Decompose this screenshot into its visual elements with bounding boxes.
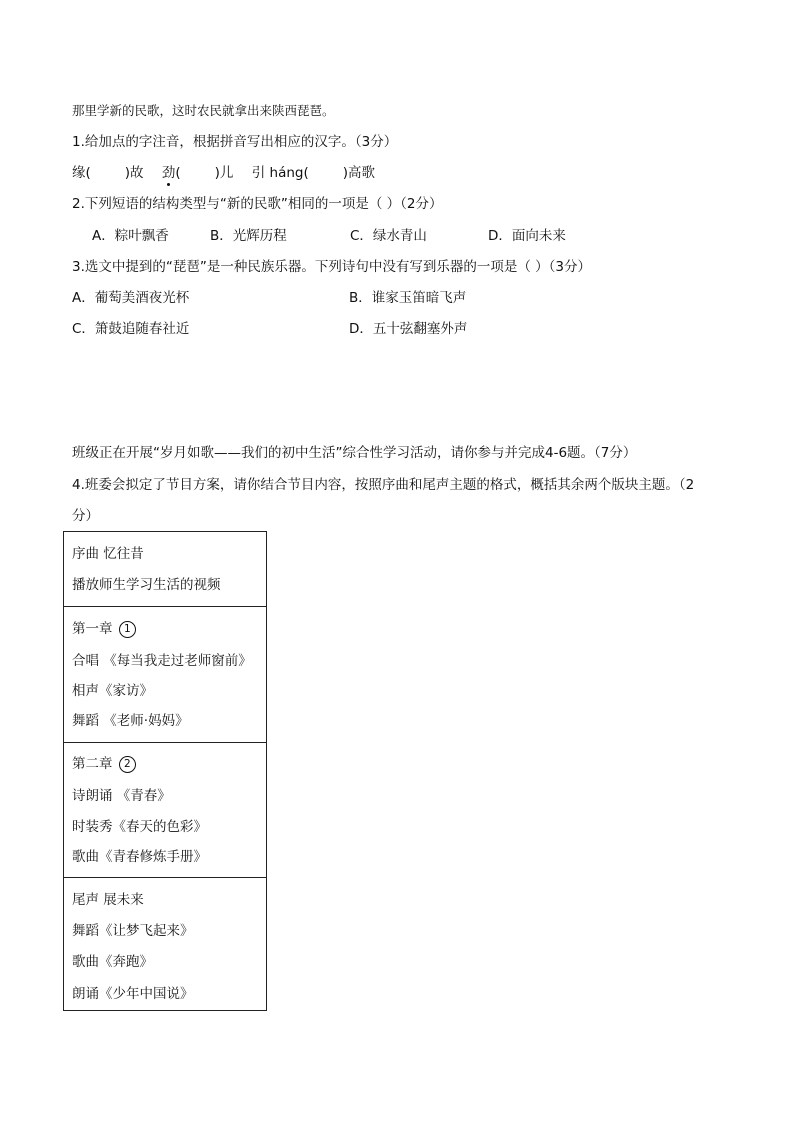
question-4-stem-line2: 分） [72,508,99,524]
program-section-chapter-2 [64,742,266,877]
q2-option-c[interactable]: C．绿水青山 [350,228,427,244]
section-item: 舞蹈 《老师·妈妈》 [72,713,189,729]
section-item: 相声《家访》 [72,683,153,699]
q3-option-b[interactable]: B．谁家玉笛暗飞声 [349,290,467,306]
q2-option-a[interactable]: A．粽叶飘香 [92,228,169,244]
q3-option-c[interactable]: C．箫鼓追随春社近 [72,321,190,337]
q2-option-b[interactable]: B．光辉历程 [210,228,287,244]
q3-option-a[interactable]: A．葡萄美酒夜光杯 [72,290,190,306]
program-section-finale [64,877,266,1010]
section-title: 第二章 2 [72,755,136,773]
question-1-stem: 1.给加点的字注音，根据拼音写出相应的汉字。（3分） [72,134,398,150]
section-title: 第一章 1 [72,620,136,638]
q2-option-d[interactable]: D．面向未来 [488,228,566,244]
question-1-items [72,164,375,182]
q1-item-3: 引 háng( )高歌 [251,165,376,181]
question-2-stem: 2.下列短语的结构类型与“新的民歌”相同的一项是（ ）（2分） [72,196,443,212]
section-item: 时装秀《春天的色彩》 [72,819,207,835]
question-4-stem-line1: 4.班委会拟定了节目方案，请你结合节目内容，按照序曲和尾声主题的格式，概括其余两个版块主题。（2 [72,477,695,493]
section-item: 合唱 《每当我走过老师窗前》 [72,653,252,669]
program-table [63,531,267,1011]
q1-item-1: 缘( )故 [72,165,144,181]
question-3-stem: 3.选文中提到的“琵琶”是一种民族乐器。下列诗句中没有写到乐器的一项是（ ）（3分） [72,259,591,275]
section-item: 诗朗诵 《青春》 [72,788,171,804]
program-section-chapter-1 [64,606,266,742]
section-item: 播放师生学习生活的视频 [72,577,221,593]
activity-intro: 班级正在开展“岁月如歌——我们的初中生活”综合性学习活动，请你参与并完成4-6题。（7分） [72,445,637,461]
section-title: 尾声 展未来 [72,892,144,908]
section-item: 舞蹈《让梦飞起来》 [72,923,194,939]
section-item: 歌曲《青春修炼手册》 [72,849,207,865]
circled-number-1[interactable]: 1 [119,621,136,638]
passage-tail-text: 那里学新的民歌，这时农民就拿出来陕西琵琶。 [72,103,335,118]
section-item: 朗诵《少年中国说》 [72,986,194,1002]
dotted-character: 劲 [161,165,176,181]
program-section-prelude [64,532,266,606]
section-item: 歌曲《奔跑》 [72,954,153,970]
q3-option-d[interactable]: D．五十弦翻塞外声 [349,321,468,337]
circled-number-2[interactable]: 2 [119,756,136,773]
section-title: 序曲 忆往昔 [72,546,144,562]
q1-item-2: 劲( )儿 [161,165,234,181]
